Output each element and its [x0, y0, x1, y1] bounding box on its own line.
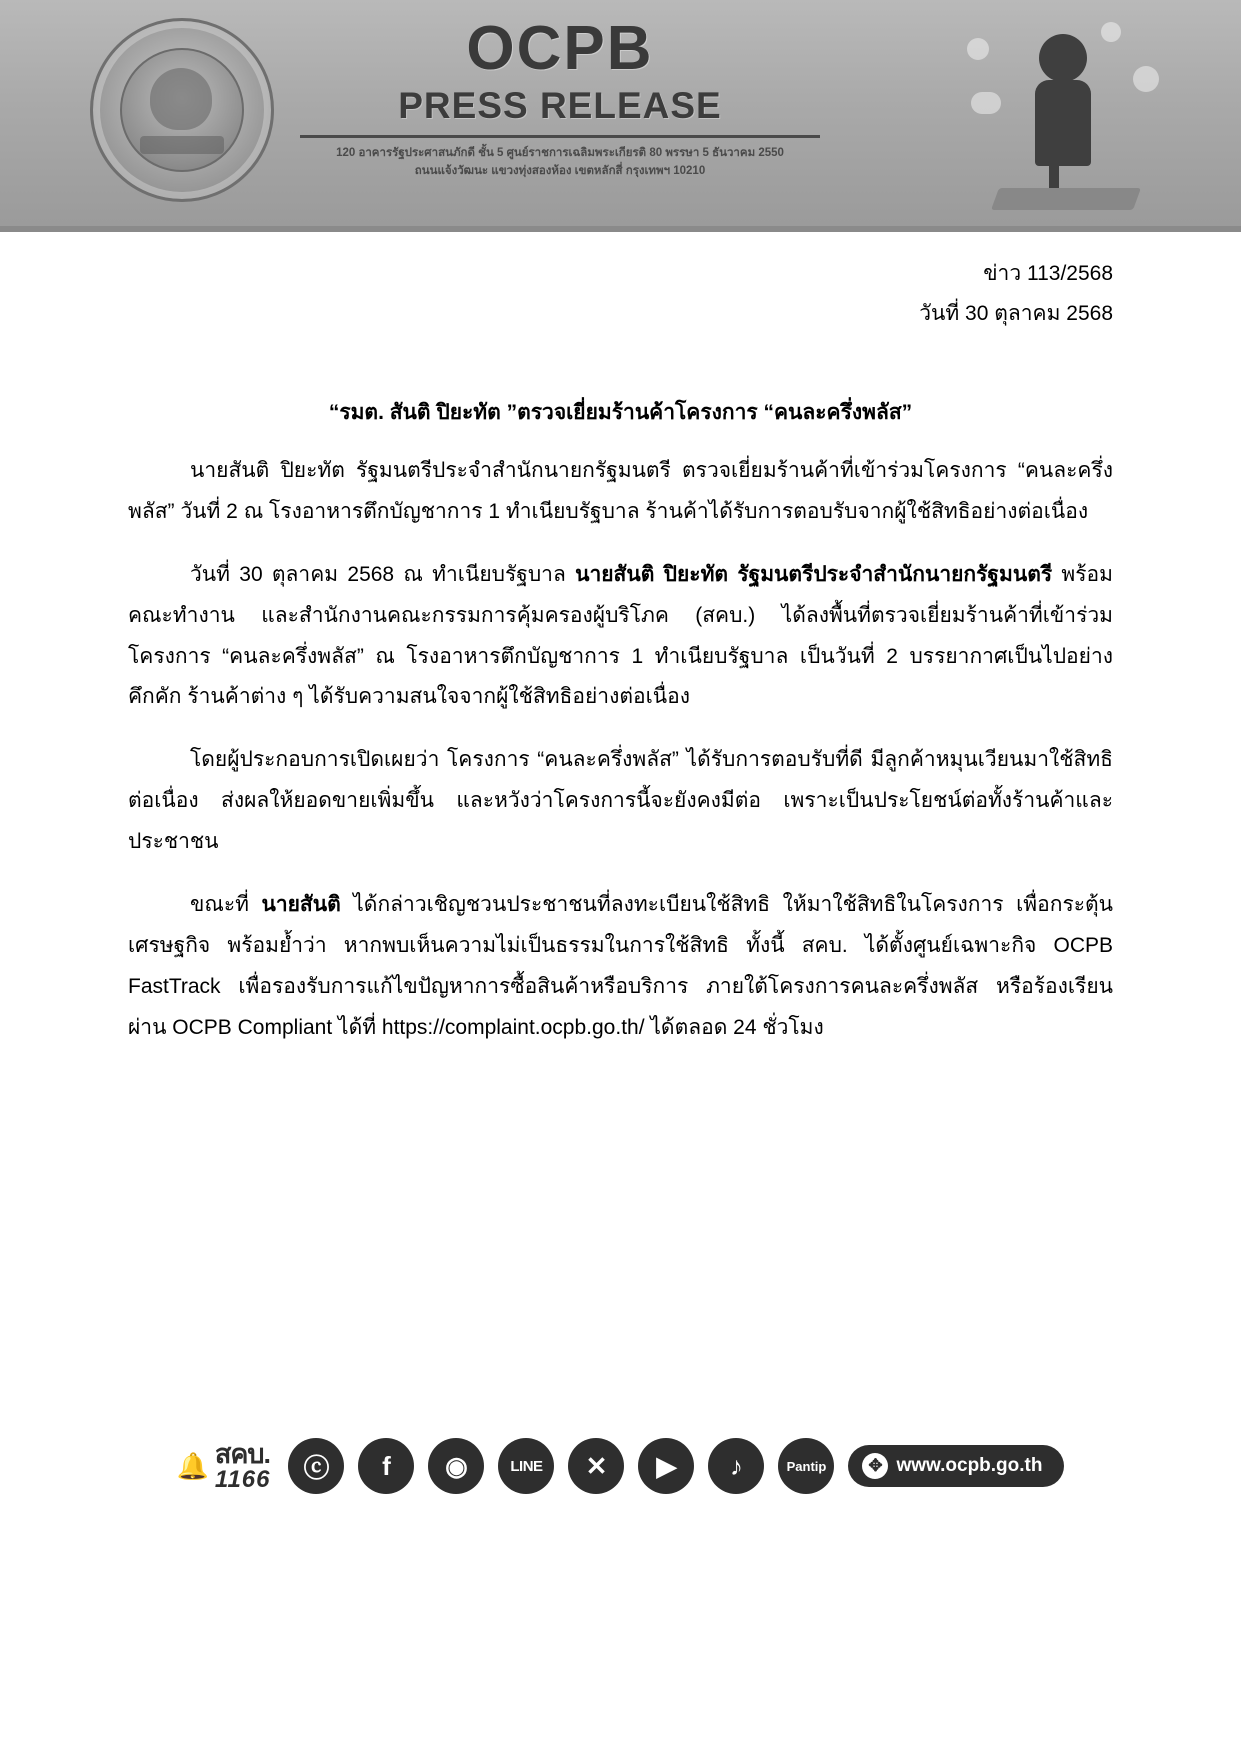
globe-icon: ✥ — [862, 1453, 888, 1479]
document-body — [0, 254, 1241, 1049]
banner-title: OCPB — [466, 14, 654, 83]
line-icon[interactable]: LINE — [498, 1438, 554, 1494]
hotline-number: 1166 — [214, 1465, 271, 1493]
footer-social-bar — [0, 1438, 1241, 1494]
facebook-icon[interactable]: f — [358, 1438, 414, 1494]
paragraph-2-highlight: นายสันติ ปิยะทัต รัฐมนตรีประจำสำนักนายกรัฐมนตรี — [575, 562, 1053, 586]
paragraph-2-part-c: พร้อมคณะทำงาน และสำนักงานคณะกรรมการคุ้มครองผู้บริโภค (สคบ.) ได้ลงพื้นที่ตรวจเยี่ยมร้านค้าที่เข้าร่วมโครงการ “คนละครึ่งพลัส” ณ โรงอาหารตึกบัญชาการ 1 ทำเนียบรัฐบาล เป็นวันที่ 2 บรรยากาศเป็นไปอย่างคึกคัก ร้านค้าต่าง ๆ ได้รับความสนใจจากผู้ใช้สิทธิอย่างต่อเนื่อง — [128, 562, 1114, 709]
paragraph-1: นายสันติ ปิยะทัต รัฐมนตรีประจำสำนักนายกรัฐมนตรี ตรวจเยี่ยมร้านค้าที่เข้าร่วมโครงการ “คนละครึ่งพลัส” วันที่ 2 ณ โรงอาหารตึกบัญชาการ 1 ทำเนียบรัฐบาล ร้านค้าได้รับการตอบรับจากผู้ใช้สิทธิอย่างต่อเนื่อง — [128, 458, 1113, 523]
hotline-label: สคบ. — [214, 1438, 271, 1469]
paragraph-4-part-a: ขณะที่ — [190, 893, 262, 917]
paragraph-4-highlight: นายสันติ — [261, 893, 341, 917]
page-title: “รมต. สันติ ปิยะทัต ”ตรวจเยี่ยมร้านค้าโครงการ “คนละครึ่งพลัส” — [328, 400, 913, 424]
banner-address-line-1: 120 อาคารรัฐประศาสนภักดี ชั้น 5 ศูนย์ราชการเฉลิมพระเกียรติ 80 พรรษา 5 ธันวาคม 2550 — [336, 147, 784, 160]
banner-address-line-2: ถนนแจ้งวัฒนะ แขวงทุ่งสองห้อง เขตหลักสี่ กรุงเทพฯ 10210 — [414, 165, 706, 178]
website-url: www.ocpb.go.th — [896, 1455, 1043, 1476]
press-release-banner — [0, 0, 1241, 232]
hotline-badge — [176, 1438, 271, 1493]
ocpb-logo-icon[interactable]: ⓒ — [288, 1438, 344, 1494]
pantip-icon[interactable]: Pantip — [778, 1438, 834, 1494]
paragraph-4-part-c: ได้กล่าวเชิญชวนประชาชนที่ลงทะเบียนใช้สิทธิ ให้มาใช้สิทธิในโครงการ เพื่อกระตุ้นเศรษฐกิจ พร้อมย้ำว่า หากพบเห็นความไม่เป็นธรรมในการใช้สิทธิ ทั้งนี้ สคบ. ได้ตั้งศูนย์เฉพาะกิจ OCPB FastTrack เพื่อรองรับการแก้ไขปัญหาการซื้อสินค้าหรือบริการ ภายใต้โครงการคนละครึ่งพลัส หรือร้องเรียนผ่าน OCPB Compliant ได้ที่ https://complaint.ocpb.go.th/ ได้ตลอด 24 ชั่วโมง — [128, 893, 1113, 1040]
paragraph-3: โดยผู้ประกอบการเปิดเผยว่า โครงการ “คนละครึ่งพลัส” ได้รับการตอบรับที่ดี มีลูกค้าหมุนเวียนมาใช้สิทธิต่อเนื่อง ส่งผลให้ยอดขายเพิ่มขึ้น และหวังว่าโครงการนี้จะยังคงมีต่อ เพราะเป็นประโยชน์ต่อทั้งร้านค้าและประชาชน — [128, 748, 1113, 854]
document-number: ข่าว 113/2568 — [983, 262, 1113, 285]
paragraph-4 — [128, 885, 1113, 1049]
youtube-icon[interactable]: ▶ — [638, 1438, 694, 1494]
ocpb-seal-icon — [90, 18, 274, 202]
bell-icon: 🔔 — [176, 1450, 209, 1481]
document-meta — [128, 254, 1113, 334]
paragraph-2-part-a: วันที่ 30 ตุลาคม 2568 ณ ทำเนียบรัฐบาล — [190, 562, 576, 586]
instagram-icon[interactable]: ◉ — [428, 1438, 484, 1494]
banner-subtitle: PRESS RELEASE — [398, 85, 722, 127]
website-badge[interactable] — [848, 1445, 1064, 1487]
banner-divider — [300, 135, 820, 138]
paragraph-2 — [128, 555, 1113, 719]
mascot-illustration-icon — [961, 12, 1171, 222]
x-twitter-icon[interactable]: ✕ — [568, 1438, 624, 1494]
banner-title-block — [280, 16, 840, 181]
document-date: วันที่ 30 ตุลาคม 2568 — [919, 301, 1113, 325]
tiktok-icon[interactable]: ♪ — [708, 1438, 764, 1494]
